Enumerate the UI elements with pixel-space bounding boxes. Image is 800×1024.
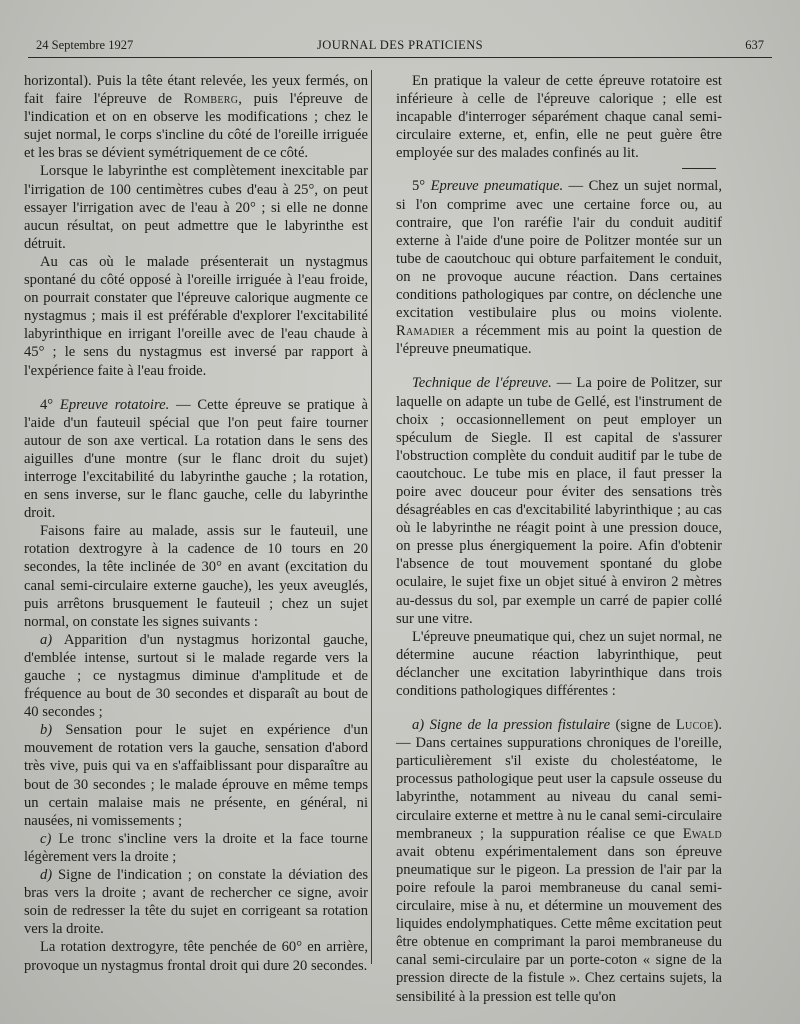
section-fistulaire: a) Signe de la pression fistulaire (signe de Lucoe). — Dans certaines suppurations chroniques de l'oreille, particulièrement s'il existe du cholestéatome, le processus pathologique peut user la capsule osseuse du labyrinthe, notamment au niveau du canal semi-circulaire externe et mettre à nu le canal semi-circulaire membraneux ; la suppuration réalise ce que Ewald avait obtenu expérimentalement dans son épreuve pneumatique sur le pigeon. La pression de l'air par la poire refoule la paroi membraneuse du canal semi-circulaire, mise à nu, et détermine un mouvement des liquides endolymphatiques. Cette même excitation peut être obtenue en comprimant la paroi membraneuse du canal semi-circulaire par un porte-coton « signe de la pression directe de la fistule ». Chez certains sujets, la sensibilité à la pression est telle qu'on <box>396 717 722 1005</box>
list-item: d) Signe de l'indication ; on constate la déviation des bras vers la droite ; avant de rechercher ce signe, avoir soin de redresser la tête du sujet en corrigeant sa rotation vers la droite. <box>24 867 368 938</box>
paragraph: Au cas où le malade présenterait un nystagmus spontané du côté opposé à l'oreille irriguée à l'eau froide, on pourrait constater que l'épreuve calorique augmente ce nystagmus ; mais il est préférable d'explorer l'excitabilité labyrinthique en irrigant l'oreille avec de l'eau chaude à 45° ; le sens du nystagmus est inversé par rapport à l'expérience faite à l'eau froide. <box>24 253 368 379</box>
page-header <box>32 38 768 58</box>
section-title: Epreuve pneumatique. <box>430 178 564 195</box>
section-pneumatique: 5° Epreuve pneumatique. — Chez un sujet normal, si l'on comprime avec une certaine force ou, au contraire, que l'on raréfie l'air du conduit auditif externe à l'aide d'une poire de Politzer montée sur un tube de caoutchouc qui obture parfaitement le conduit, on ne provoque aucune réaction. Dans certaines conditions pathologiques par contre, on déclenche une excitation vestibulaire plus ou moins violente. Ramadier a récemment mis au point la question de l'épreuve pneumatique. <box>396 178 722 358</box>
list-item: b) Sensation pour le sujet en expérience d'un mouvement de rotation vers la gauche, sensation d'abord très vive, puis qui va en s'affaiblissant pour disparaître au bout de 30 secondes ; le malade éprouve en même temps un certain malaise mais ne présente, en général, ni nausées, ni vomissements ; <box>24 722 368 829</box>
paragraph: La rotation dextrogyre, tête penchée de 60° en arrière, provoque un nystagmus frontal droit qui dure 20 secondes. <box>24 939 368 974</box>
section-rotatoire: 4° Epreuve rotatoire. — Cette épreuve se pratique à l'aide d'un fauteuil spécial que l'on peut faire tourner autour de son axe vertical. La rotation dans le sens des aiguilles d'une montre (sur le flanc droit du sujet) interroge l'excitabilité du labyrinthe gauche ; la rotation, en sens inverse, sur le flanc gauche, celle du labyrinthe droit. <box>24 396 368 522</box>
section-rule <box>682 168 716 169</box>
paragraph: En pratique la valeur de cette épreuve rotatoire est inférieure à celle de l'épreuve calorique ; elle est incapable d'interroger séparément chaque canal semi-circulaire externe, et, enfin, elle ne peut guère être employée sur des malades confinés au lit. <box>396 73 722 162</box>
author-name: Ramadier <box>396 323 455 340</box>
paragraph: Faisons faire au malade, assis sur le fauteuil, une rotation dextrogyre à la cadence de 10 tours en 20 secondes, la tête inclinée de 30° en avant (excitation du canal semi-circulaire externe gauche), les yeux aveuglés, puis arrêtons brusquement le fauteuil ; chez un sujet normal, on constate les signes suivants : <box>24 523 368 630</box>
section-technique: Technique de l'épreuve. — La poire de Politzer, sur laquelle on adapte un tube de Gellé, est l'instrument de choix ; occasionnellement on peut employer un spéculum de Siegle. Il est capital de s'assurer l'obstruction complète du conduit auditif par le tube de caoutchouc. Le tube mis en place, il faut presser la poire avec douceur pour éviter des sensations très désagréables en cas d'excitabilité labyrinthique ; au cas où le labyrinthe ne réagit point à une pression douce, on presse plus énergiquement la poire. Afin d'obtenir l'absence de tout mouvement spontané du globe oculaire, le sujet fixe un objet situé à environ 2 mètres au-dessus du sol, par exemple un carré de papier collé sur une vitre. <box>396 375 722 627</box>
list-item: a) Apparition d'un nystagmus horizontal gauche, d'emblée intense, surtout si le malade regarde vers la gauche ; ce nystagmus diminue d'amplitude et de fréquence au bout de 30 secondes et disparaît au bout de 40 secondes ; <box>24 631 368 721</box>
section-title: Signe de la pression fistulaire <box>424 717 611 734</box>
author-name: Lucoe <box>675 717 714 734</box>
header-rule <box>28 57 772 58</box>
paragraph: Lorsque le labyrinthe est complètement inexcitable par l'irrigation de 100 centimètres cubes d'eau à 25°, on peut essayer l'irrigation avec de l'eau à 20° ; si elle ne donne aucun résultat, on peut admettre que le labyrinthe est détruit. <box>24 163 368 252</box>
left-column <box>24 72 368 975</box>
section-title: Epreuve rotatoire. <box>59 396 170 413</box>
list-item: c) Le tronc s'incline vers la droite et la face tourne légèrement vers la droite ; <box>24 830 368 865</box>
section-title: Technique de l'épreuve. <box>412 375 552 392</box>
paragraph: L'épreuve pneumatique qui, chez un sujet normal, ne détermine aucune réaction labyrinthique, peut déclancher une excitation labyrinthique dans trois conditions pathologiques différentes : <box>396 628 722 699</box>
header-journal-title: JOURNAL DES PRATICIENS <box>317 38 483 52</box>
author-name: Romberg <box>183 91 239 108</box>
right-column <box>396 72 722 1006</box>
header-page-number: 637 <box>745 38 764 52</box>
header-date: 24 Septembre 1927 <box>36 38 134 52</box>
column-divider <box>371 70 372 964</box>
paragraph: horizontal). Puis la tête étant relevée, les yeux fermés, on fait faire l'épreuve de Romberg, puis l'épreuve de l'indication et on en observe les modifications ; chez le sujet normal, le corps s'incline du côté de l'oreille irriguée et les bras se dévient symétriquement de ce côté. <box>24 73 368 162</box>
author-name: Ewald <box>682 825 722 842</box>
